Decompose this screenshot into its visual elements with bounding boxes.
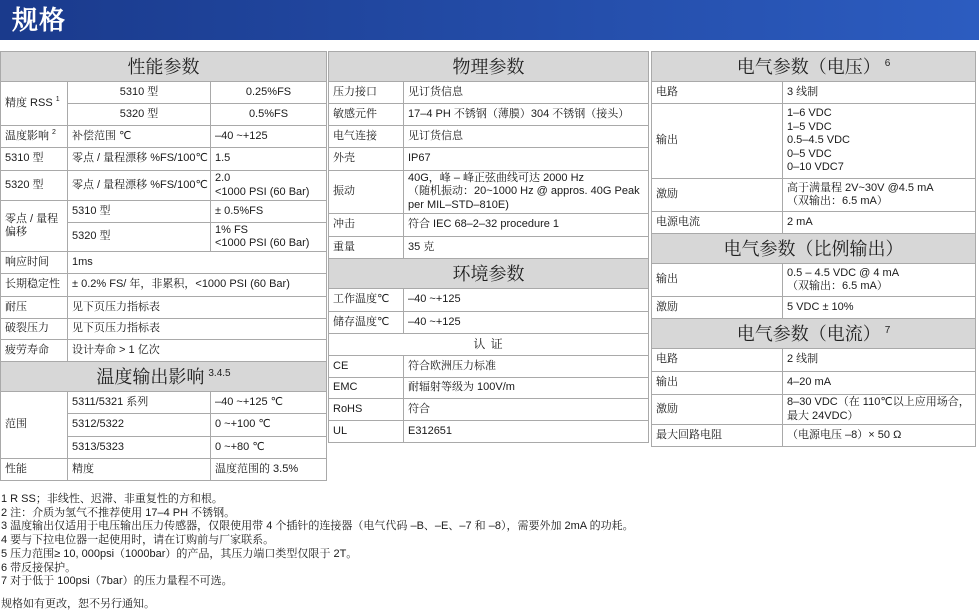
spec-value: 17–4 PH 不锈钢（薄膜）304 不锈钢（接头） — [404, 104, 649, 126]
spec-value: 0.5%FS — [211, 104, 327, 126]
section-header-temperature-output — [1, 362, 327, 392]
spec-label: 输出 — [652, 264, 783, 297]
spec-label: 储存温度℃ — [329, 312, 404, 334]
spec-row — [329, 82, 649, 104]
section-header-electrical-current — [652, 319, 976, 349]
spec-row — [329, 378, 649, 399]
performance-table-body — [1, 52, 327, 481]
spec-row-drift — [1, 148, 327, 171]
physical-table — [328, 51, 649, 443]
spec-value: 符合欧洲压力标准 — [404, 356, 649, 378]
disclaimer: 规格如有更改，恕不另行通知。 — [1, 598, 155, 610]
spec-label: 长期稳定性 — [1, 274, 68, 297]
spec-label: 敏感元件 — [329, 104, 404, 126]
spec-item: 精度 — [68, 459, 211, 481]
spec-value: 0.25%FS — [211, 82, 327, 104]
spec-row — [652, 264, 976, 297]
spec-row — [1, 297, 327, 319]
spec-value: （电源电压 –8）× 50 Ω — [783, 425, 976, 447]
spec-label: 5320 型 — [1, 171, 68, 201]
spec-row — [329, 289, 649, 312]
spec-value: 1–6 VDC 1–5 VDC 0.5–4.5 VDC 0–5 VDC 0–10 VDC7 — [783, 104, 976, 179]
spec-label-text: 温度影响 — [5, 129, 49, 142]
performance-column — [0, 51, 326, 481]
page-title: 规格 — [12, 5, 67, 35]
spec-label: 输出 — [652, 372, 783, 395]
performance-table — [0, 51, 327, 481]
spec-row-temperature-effect — [1, 126, 327, 148]
electrical-column — [651, 51, 975, 447]
spec-value: 4–20 mA — [783, 372, 976, 395]
section-header-electrical-voltage — [652, 52, 976, 82]
spec-value: 2.0 <1000 PSI (60 Bar) — [211, 171, 327, 201]
footnote-marker: 1 — [55, 96, 60, 104]
footnote-marker: 6 — [884, 57, 891, 69]
spec-label: 工作温度℃ — [329, 289, 404, 312]
section-header-row — [652, 52, 976, 82]
spec-value: ± 0.2% FS/ 年，非累积，<1000 PSI (60 Bar) — [68, 274, 327, 297]
spec-row — [652, 82, 976, 104]
spec-value: 40G，峰 – 峰正弦曲线可达 2000 Hz （随机振动：20~1000 Hz @ appros. 40G Peak per MIL–STD–810E) — [404, 171, 649, 214]
spec-value: 耐辐射等级为 100V/m — [404, 378, 649, 399]
spec-label-temperature-effect — [1, 126, 68, 148]
spec-value: ± 0.5%FS — [211, 201, 327, 223]
subsection-header-certification: 认 证 — [329, 334, 649, 356]
spec-value: 0 ~+80 ℃ — [211, 437, 327, 459]
footnote: 6 带反接保护。 — [1, 561, 77, 574]
spec-row — [652, 104, 976, 179]
spec-value: 见订货信息 — [404, 82, 649, 104]
spec-value: 符合 IEC 68–2–32 procedure 1 — [404, 214, 649, 237]
section-header-row — [652, 234, 976, 264]
footnote: 7 对于低于 100psi（7bar）的压力量程不可选。 — [1, 575, 233, 588]
spec-row — [329, 148, 649, 171]
spec-value: 1% FS <1000 PSI (60 Bar) — [211, 223, 327, 252]
spec-label: 性能 — [1, 459, 68, 481]
spec-row — [329, 214, 649, 237]
spec-label: 电源电流 — [652, 212, 783, 234]
footnote: 4 要与下拉电位器一起使用时，请在订购前与厂家联系。 — [1, 534, 275, 547]
physical-column — [328, 51, 648, 443]
spec-series: 5311/5321 系列 — [68, 392, 211, 414]
spec-label: 激励 — [652, 297, 783, 319]
spec-value: 见订货信息 — [404, 126, 649, 148]
spec-label: 5310 型 — [1, 148, 68, 171]
electrical-table-body — [652, 52, 976, 447]
section-header-physical: 物理参数 — [329, 52, 649, 82]
spec-value: 设计寿命 > 1 亿次 — [68, 340, 327, 362]
spec-value: 8–30 VDC（在 110℃以上应用场合， 最大 24VDC） — [783, 395, 976, 425]
spec-value: IP67 — [404, 148, 649, 171]
spec-label: 振动 — [329, 171, 404, 214]
spec-value: 温度范围的 3.5% — [211, 459, 327, 481]
spec-value: 5 VDC ± 10% — [783, 297, 976, 319]
spec-row — [329, 104, 649, 126]
section-header-row — [1, 52, 327, 82]
spec-row — [329, 312, 649, 334]
footnote-marker: 7 — [884, 324, 891, 336]
spec-row-drift — [1, 171, 327, 201]
spec-value: 2 mA — [783, 212, 976, 234]
spec-item: 零点 / 量程漂移 %FS/100℃ — [68, 171, 211, 201]
spec-item: 零点 / 量程漂移 %FS/100℃ — [68, 148, 211, 171]
section-header-electrical-ratiometric: 电气参数（比例输出） — [652, 234, 976, 264]
spec-series: 5312/5322 — [68, 414, 211, 437]
physical-table-body — [329, 52, 649, 443]
spec-label: 冲击 — [329, 214, 404, 237]
spec-model: 5310 型 — [68, 201, 211, 223]
spec-label-text: 精度 RSS — [5, 96, 53, 109]
spec-row — [329, 421, 649, 443]
spec-value: 见下页压力指标表 — [68, 297, 327, 319]
spec-value: 0 ~+100 ℃ — [211, 414, 327, 437]
footnote: 2 注：介质为氢气不推荐使用 17–4 PH 不锈钢。 — [1, 506, 236, 519]
spec-row — [1, 274, 327, 297]
spec-value: 1.5 — [211, 148, 327, 171]
spec-row — [1, 319, 327, 340]
spec-row — [652, 179, 976, 212]
section-header-performance: 性能参数 — [1, 52, 327, 82]
subsection-header-row — [329, 334, 649, 356]
spec-label: 激励 — [652, 395, 783, 425]
spec-label: 电路 — [652, 349, 783, 372]
spec-value: –40 ~+125 ℃ — [211, 392, 327, 414]
spec-label-offset: 零点 / 量程 偏移 — [1, 201, 68, 252]
footnote-marker: 2 — [52, 129, 56, 137]
electrical-table — [651, 51, 976, 447]
spec-label: 耐压 — [1, 297, 68, 319]
spec-value: –40 ~+125 — [404, 289, 649, 312]
spec-value: –40 ~+125 — [404, 312, 649, 334]
section-header-row — [329, 52, 649, 82]
spec-row — [1, 340, 327, 362]
section-header-row — [1, 362, 327, 392]
spec-label-range: 范围 — [1, 392, 68, 459]
spec-row — [652, 212, 976, 234]
section-header-text: 电气参数（电流） — [736, 323, 881, 344]
section-header-environment: 环境参数 — [329, 259, 649, 289]
spec-value: 0.5 – 4.5 VDC @ 4 mA （双输出：6.5 mA） — [783, 264, 976, 297]
spec-label: 重量 — [329, 237, 404, 259]
spec-value: 3 线制 — [783, 82, 976, 104]
spec-row-offset — [1, 201, 327, 223]
spec-row — [329, 399, 649, 421]
spec-label: 响应时间 — [1, 252, 68, 274]
spec-row-output-performance — [1, 459, 327, 481]
spec-value: 35 克 — [404, 237, 649, 259]
footnotes — [1, 493, 961, 589]
section-header-text: 温度输出影响 — [96, 366, 205, 387]
spec-value: –40 ~+125 — [211, 126, 327, 148]
spec-label: CE — [329, 356, 404, 378]
footnote-marker: 3.4.5 — [208, 367, 231, 379]
spec-row — [652, 349, 976, 372]
spec-row — [652, 425, 976, 447]
spec-row — [329, 171, 649, 214]
section-header-text: 电气参数（电压） — [736, 56, 881, 77]
spec-label: UL — [329, 421, 404, 443]
spec-row — [1, 252, 327, 274]
spec-label-accuracy — [1, 82, 68, 126]
spec-model: 5320 型 — [68, 223, 211, 252]
section-header-row — [329, 259, 649, 289]
spec-label: 电气连接 — [329, 126, 404, 148]
spec-value: 见下页压力指标表 — [68, 319, 327, 340]
spec-row-accuracy — [1, 82, 327, 104]
spec-value: 1ms — [68, 252, 327, 274]
spec-row — [652, 395, 976, 425]
spec-value: 高于满量程 2V~30V @4.5 mA （双输出：6.5 mA） — [783, 179, 976, 212]
spec-label: 激励 — [652, 179, 783, 212]
spec-row-range — [1, 392, 327, 414]
spec-label: 破裂压力 — [1, 319, 68, 340]
spec-row — [652, 297, 976, 319]
spec-value: 符合 — [404, 399, 649, 421]
spec-model: 5320 型 — [68, 104, 211, 126]
spec-label: 最大回路电阻 — [652, 425, 783, 447]
spec-label: 疲劳寿命 — [1, 340, 68, 362]
spec-label: RoHS — [329, 399, 404, 421]
footnote: 3 温度输出仅适用于电压输出压力传感器，仅限使用带 4 个插针的连接器（电气代码 –B、–E、–7 和 –8），需要外加 2mA 的功耗。 — [1, 520, 634, 533]
footnote: 5 压力范围≥ 10, 000psi（1000bar）的产品，其压力端口类型仅限于 2T。 — [1, 547, 358, 560]
spec-label: 电路 — [652, 82, 783, 104]
spec-row — [329, 356, 649, 378]
title-banner — [0, 0, 979, 40]
spec-model: 5310 型 — [68, 82, 211, 104]
spec-series: 5313/5323 — [68, 437, 211, 459]
spec-label: 压力接口 — [329, 82, 404, 104]
footnote: 1 R SS；非线性、迟滞、非重复性的方和根。 — [1, 493, 223, 505]
spec-label: 外壳 — [329, 148, 404, 171]
section-header-row — [652, 319, 976, 349]
spec-label: 输出 — [652, 104, 783, 179]
spec-item: 补偿范围 ℃ — [68, 126, 211, 148]
spec-row — [329, 237, 649, 259]
spec-row — [652, 372, 976, 395]
spec-value: 2 线制 — [783, 349, 976, 372]
spec-row — [329, 126, 649, 148]
spec-value: E312651 — [404, 421, 649, 443]
spec-label: EMC — [329, 378, 404, 399]
